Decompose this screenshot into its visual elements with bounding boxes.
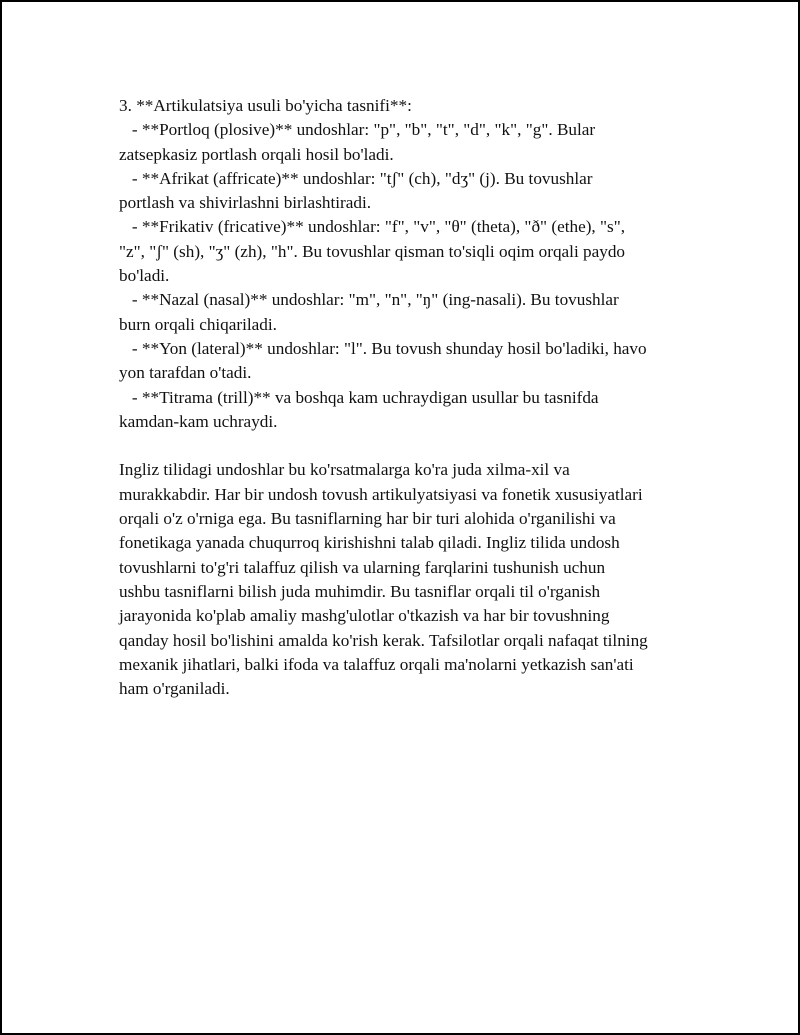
text-line: zatsepkasiz portlash orqali hosil bo'ladi. — [119, 144, 394, 164]
list-item-nasal — [119, 288, 699, 337]
text-line: - **Afrikat (affricate)** undoshlar: "tʃ" (ch), "dʒ" (j). Bu tovushlar — [119, 168, 593, 188]
text-line: orqali o'z o'rniga ega. Bu tasniflarning har bir turi alohida o'rganilishi va — [119, 509, 616, 529]
text-line: burn orqali chiqariladi. — [119, 314, 277, 334]
text-line: - **Nazal (nasal)** undoshlar: "m", "n", "ŋ" (ing-nasali). Bu tovushlar — [119, 290, 619, 310]
list-item-plosive — [119, 118, 699, 167]
document-body — [119, 94, 699, 701]
text-line: jarayonida ko'plab amaliy mashg'ulotlar o'tkazish va har bir tovushning — [119, 606, 610, 626]
text-line: - **Frikativ (fricative)** undoshlar: "f", "v", "θ" (theta), "ð" (ethe), "s", — [119, 217, 626, 237]
text-line: - **Portloq (plosive)** undoshlar: "p", "b", "t", "d", "k", "g". Bular — [119, 120, 596, 140]
paragraph-spacer — [119, 434, 699, 458]
text-line: Ingliz tilidagi undoshlar bu ko'rsatmalarga ko'ra juda xilma-xil va — [119, 460, 570, 480]
text-line: bo'ladi. — [119, 266, 170, 286]
text-line: yon tarafdan o'tadi. — [119, 363, 252, 383]
text-line: kamdan-kam uchraydi. — [119, 411, 278, 431]
text-line: qanday hosil bo'lishini amalda ko'rish kerak. Tafsilotlar orqali nafaqat tilning — [119, 630, 648, 650]
text-line: - **Yon (lateral)** undoshlar: "l". Bu tovush shunday hosil bo'ladiki, havo — [119, 338, 647, 358]
text-line: ham o'rganiladi. — [119, 679, 230, 699]
summary-paragraph — [119, 458, 699, 701]
text-line: - **Titrama (trill)** va boshqa kam uchraydigan usullar bu tasnifda — [119, 387, 599, 407]
text-line: "z", "ʃ" (sh), "ʒ" (zh), "h". Bu tovushlar qisman to'siqli oqim orqali paydo — [119, 241, 626, 261]
list-item-affricate — [119, 167, 699, 216]
text-line: portlash va shivirlashni birlashtiradi. — [119, 193, 372, 213]
list-item-fricative — [119, 215, 699, 288]
section-heading: 3. **Artikulatsiya usuli bo'yicha tasnifi**: — [119, 96, 412, 115]
text-line: ushbu tasniflarni bilish juda muhimdir. Bu tasniflar orqali til o'rganish — [119, 581, 601, 601]
text-line: fonetikaga yanada chuqurroq kirishishni talab qiladi. Ingliz tilida undosh — [119, 533, 620, 553]
list-item-lateral — [119, 337, 699, 386]
list-item-trill — [119, 386, 699, 435]
text-line: tovushlarni to'g'ri talaffuz qilish va ularning farqlarini tushunish uchun — [119, 557, 606, 577]
text-line: murakkabdir. Har bir undosh tovush artikulyatsiyasi va fonetik xususiyatlari — [119, 484, 643, 504]
text-line: mexanik jihatlari, balki ifoda va talaffuz orqali ma'nolarni yetkazish san'ati — [119, 654, 634, 674]
